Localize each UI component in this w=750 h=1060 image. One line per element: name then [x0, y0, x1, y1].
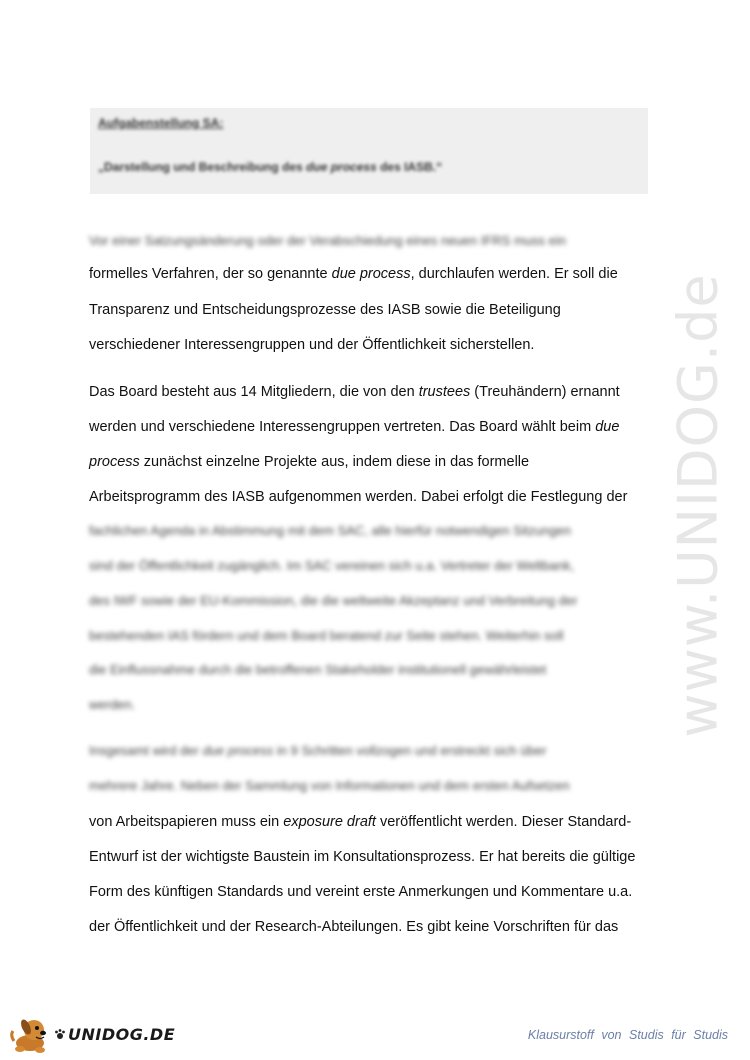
text-line-17: von Arbeitspapieren muss ein exposure draft veröffentlicht werden. Dieser Standard- [89, 814, 632, 830]
text-line-14: werden. [89, 697, 136, 712]
paw-icon [54, 1028, 66, 1040]
text-line-1: Vor einer Satzungsänderung oder der Verabschiedung eines neuen IFRS muss ein [89, 233, 566, 248]
text-line-11: des IWF sowie der EU-Kommission, die die weltweite Akzeptanz und Verbreitung der [89, 593, 578, 608]
text-line-8: Arbeitsprogramm des IASB aufgenommen werden. Dabei erfolgt die Festlegung der [89, 489, 628, 505]
text-line-15: Insgesamt wird der due process in 9 Schritten vollzogen und erstreckt sich über [89, 743, 547, 758]
text-line-4: verschiedener Interessengruppen und der Öffentlichkeit sicherstellen. [89, 337, 535, 353]
text-line-10: sind der Öffentlichkeit zugänglich. Im SAC vereinen sich u.a. Vertreter der Weltbank, [89, 558, 575, 573]
text-line-2: formelles Verfahren, der so genannte due process, durchlaufen werden. Er soll die [89, 266, 618, 282]
text-line-20: der Öffentlichkeit und der Research-Abteilungen. Es gibt keine Vorschriften für das [89, 919, 619, 935]
text-line-19: Form des künftigen Standards und vereint erste Anmerkungen und Kommentare u.a. [89, 884, 633, 900]
text-line-18: Entwurf ist der wichtigste Baustein im Konsultationsprozess. Er hat bereits die gültige [89, 849, 636, 865]
task-subtitle: „Darstellung und Beschreibung des due process des IASB.“ [98, 160, 443, 174]
text-line-16: mehrere Jahre. Neben der Sammlung von Informationen und dem ersten Aufsetzen [89, 778, 570, 793]
text-line-6: werden und verschiedene Interessengruppen vertreten. Das Board wählt beim due [89, 419, 620, 435]
dog-mascot-icon [8, 1013, 54, 1055]
watermark-text: www.UNIDOG.de [666, 272, 730, 738]
text-line-3: Transparenz und Entscheidungsprozesse des IASB sowie die Beteiligung [89, 302, 561, 318]
text-line-13: die Einflussnahme durch die betroffenen Stakeholder institutionell gewährleistet [89, 662, 547, 677]
watermark [648, 260, 748, 750]
text-line-9: fachlichen Agenda in Abstimmung mit dem SAC, alle hierfür notwendigen Sitzungen [89, 523, 572, 538]
footer-logo [8, 1012, 175, 1056]
task-title: Aufgabenstellung SA: [98, 116, 224, 130]
logo-text: UNIDOG.DE [68, 1024, 176, 1044]
task-box [90, 108, 648, 194]
text-line-5: Das Board besteht aus 14 Mitgliedern, die von den trustees (Treuhändern) ernannt [89, 384, 620, 400]
footer-tagline: Klausurstoff von Studis für Studis [527, 1028, 728, 1042]
text-line-12: bestehenden IAS fördern und dem Board beratend zur Seite stehen. Weiterhin soll [89, 628, 564, 643]
text-line-7: process zunächst einzelne Projekte aus, indem diese in das formelle [89, 454, 530, 470]
